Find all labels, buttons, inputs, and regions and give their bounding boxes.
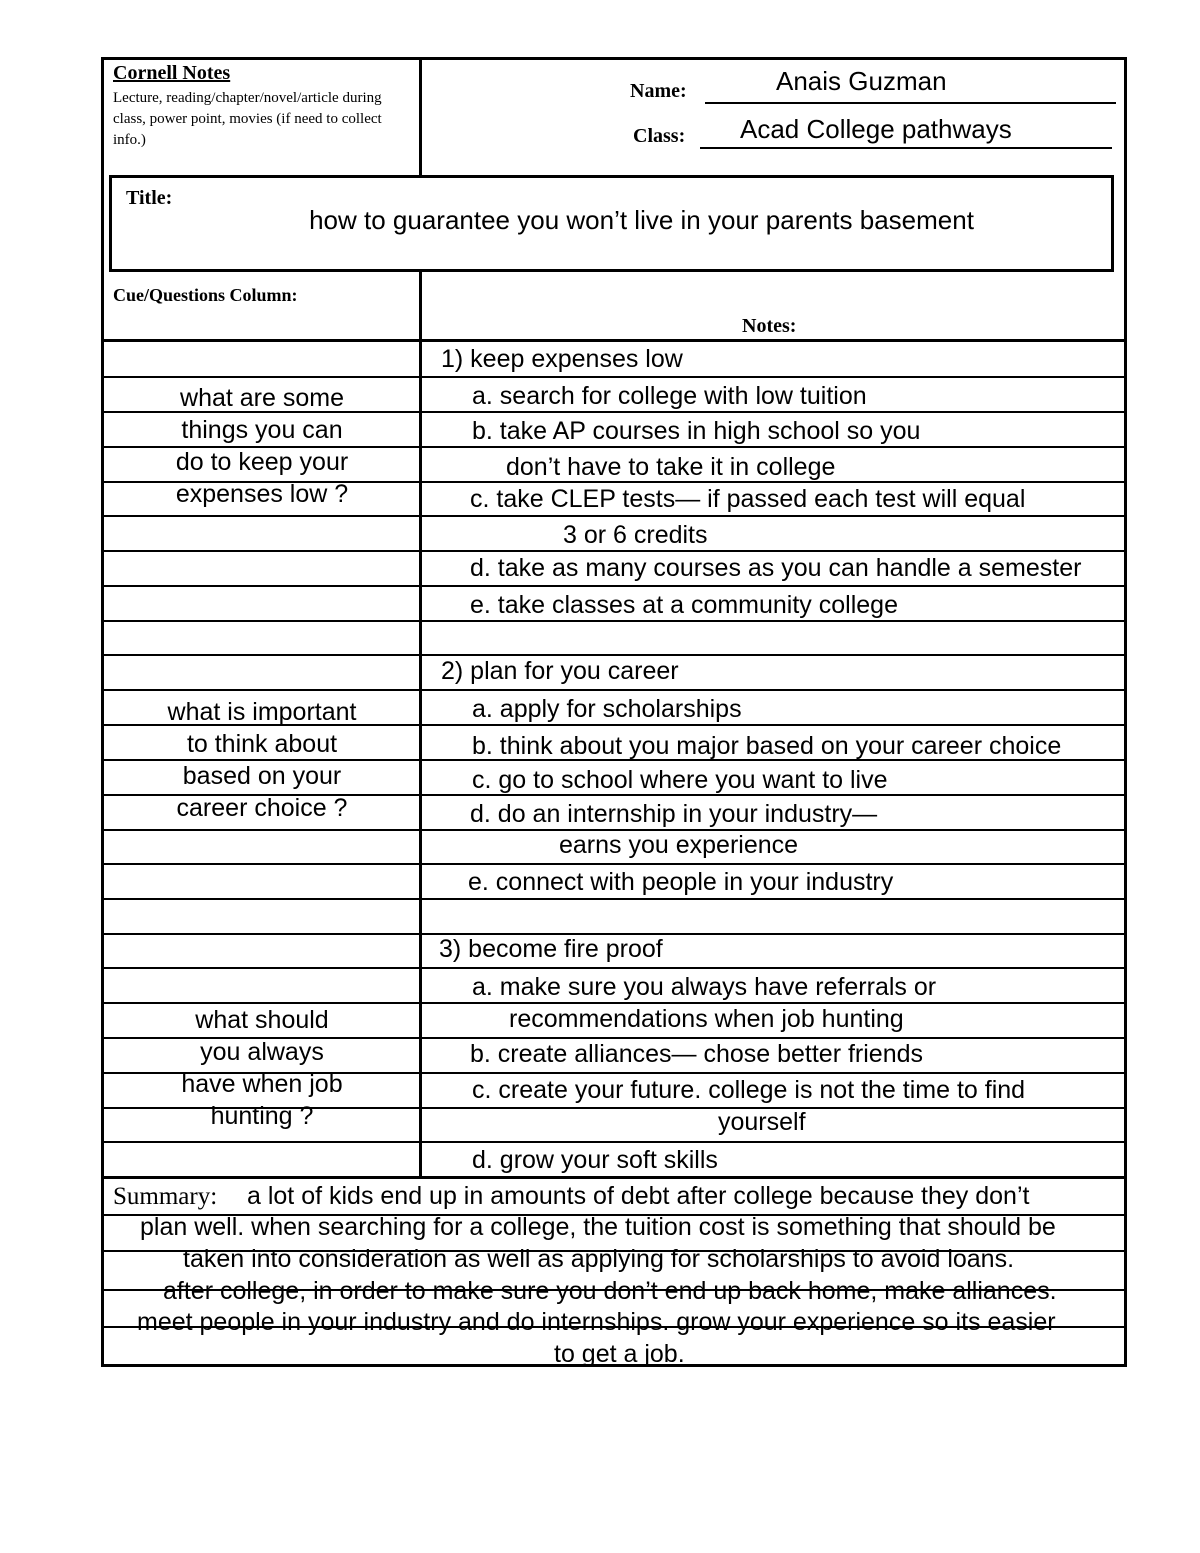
note-line[interactable]: d. do an internship in your industry— bbox=[470, 800, 878, 828]
note-line[interactable]: b. think about you major based on your career choice bbox=[472, 732, 1062, 760]
note-line[interactable]: c. take CLEP tests— if passed each test will equal bbox=[470, 485, 1026, 513]
summary-line[interactable]: meet people in your industry and do internships. grow your experience so its easier bbox=[137, 1308, 1056, 1336]
note-line[interactable]: e. take classes at a community college bbox=[470, 591, 898, 619]
row-rule bbox=[103, 376, 1125, 378]
row-rule bbox=[103, 620, 1125, 622]
note-line[interactable]: b. create alliances— chose better friends bbox=[470, 1040, 924, 1068]
note-line[interactable]: a. search for college with low tuition bbox=[472, 382, 867, 410]
note-line[interactable]: don’t have to take it in college bbox=[506, 453, 836, 481]
name-label: Name: bbox=[630, 80, 687, 102]
row-rule bbox=[103, 863, 1125, 865]
summary-top-border bbox=[103, 1176, 1125, 1179]
name-value[interactable]: Anais Guzman bbox=[776, 66, 947, 96]
note-line[interactable]: b. take AP courses in high school so you bbox=[472, 417, 921, 445]
note-line[interactable]: c. create your future. college is not the time to find bbox=[472, 1076, 1026, 1104]
summary-line[interactable]: after college, in order to make sure you don’t end up back home, make alliances. bbox=[163, 1277, 1057, 1305]
cue-question-3[interactable]: what should you always have when job hunting ? bbox=[181, 1006, 343, 1130]
note-line[interactable]: earns you experience bbox=[559, 831, 799, 859]
note-line[interactable]: recommendations when job hunting bbox=[509, 1005, 904, 1033]
row-rule bbox=[103, 585, 1125, 587]
name-underline bbox=[705, 102, 1116, 104]
note-line[interactable]: a. make sure you always have referrals or bbox=[472, 973, 937, 1001]
title-value[interactable]: how to guarantee you won’t live in your parents basement bbox=[309, 205, 974, 235]
note-line[interactable]: e. connect with people in your industry bbox=[468, 868, 894, 896]
title-label: Title: bbox=[126, 187, 173, 209]
cornell-notes-description: Lecture, reading/chapter/novel/article during class, power point, movies (if need to collect info.) bbox=[113, 90, 382, 148]
cue-question-1[interactable]: what are some things you can do to keep your expenses low ? bbox=[175, 384, 349, 508]
row-rule bbox=[103, 689, 1125, 691]
note-line[interactable]: 3) become fire proof bbox=[439, 935, 663, 963]
class-label: Class: bbox=[633, 125, 686, 147]
summary-line[interactable]: to get a job. bbox=[554, 1340, 685, 1368]
row-rule bbox=[103, 898, 1125, 900]
cue-column-label: Cue/Questions Column: bbox=[113, 285, 298, 305]
note-line[interactable]: d. grow your soft skills bbox=[472, 1146, 718, 1174]
note-line[interactable]: a. apply for scholarships bbox=[472, 695, 742, 723]
class-value[interactable]: Acad College pathways bbox=[740, 114, 1012, 144]
summary-label: Summary: bbox=[113, 1183, 218, 1210]
notes-column-label: Notes: bbox=[742, 315, 797, 337]
note-line[interactable]: d. take as many courses as you can handle a semester bbox=[470, 554, 1082, 582]
note-line[interactable]: c. go to school where you want to live bbox=[472, 766, 888, 794]
note-line[interactable]: 3 or 6 credits bbox=[563, 521, 708, 549]
note-line[interactable]: yourself bbox=[718, 1108, 806, 1136]
column-header-bottom bbox=[103, 339, 1125, 342]
header-divider bbox=[419, 59, 422, 176]
cornell-notes-heading: Cornell Notes bbox=[113, 62, 231, 84]
summary-line[interactable]: a lot of kids end up in amounts of debt after college because they don’t bbox=[247, 1182, 1030, 1210]
summary-line[interactable]: plan well. when searching for a college, the tuition cost is something that should be bbox=[140, 1213, 1056, 1241]
cue-question-2[interactable]: what is important to think about based on your career choice ? bbox=[167, 698, 357, 822]
note-line[interactable]: 2) plan for you career bbox=[441, 657, 679, 685]
class-underline bbox=[700, 147, 1112, 149]
row-rule bbox=[103, 967, 1125, 969]
note-line[interactable]: 1) keep expenses low bbox=[441, 345, 683, 373]
summary-line[interactable]: taken into consideration as well as applying for scholarships to avoid loans. bbox=[183, 1245, 1015, 1273]
row-rule bbox=[103, 550, 1125, 552]
row-rule bbox=[103, 1141, 1125, 1143]
row-rule bbox=[103, 515, 1125, 517]
